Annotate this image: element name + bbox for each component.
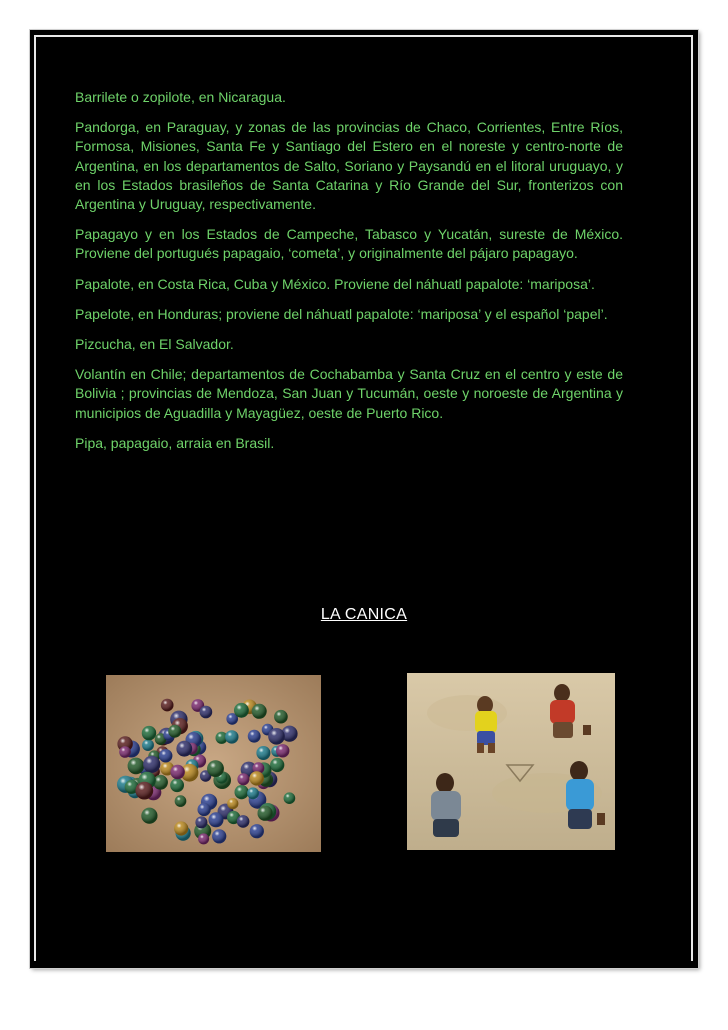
paragraph-papalote: Papalote, en Costa Rica, Cuba y México. Proviene del náhuatl papalote: ‘mariposa’. — [75, 275, 595, 292]
paragraph-pipa: Pipa, papagaio, arraia en Brasil. — [75, 434, 275, 451]
page-border-right — [691, 35, 693, 961]
paragraph-volantin: Volantín en Chile; departamentos de Cochabamba y Santa Cruz en el centro y este de Bolivia ; provincias de Mendoza, San Juan y Tucumán, oeste y noroeste de Argentina y municipios de Aguadilla y Mayagüez, oeste de Puerto Rico. — [75, 366, 623, 421]
paragraph-barrilete: Barrilete o zopilote, en Nicaragua. — [75, 89, 286, 105]
marbles-photo — [106, 675, 321, 852]
paragraph-pandorga: Pandorga, en Paraguay, y zonas de las provincias de Chaco, Corrientes, Entre Ríos, Formosa, Misiones, Santa Fe y Santiago del Estero en el noreste y centro-norte de Argentina, en los departamentos de Salto, Soriano y Paysandú en el litoral uruguayo, y en los Estados brasileños de Santa Catarina y Río Grande del Sur, fronterizos con Argentina y Uruguay, respectivamente. — [75, 119, 623, 213]
paragraph-papelote: Papelote, en Honduras; proviene del náhuatl papalote: ‘mariposa’ y el español ‘papel’. — [75, 305, 608, 322]
page-border-left — [34, 35, 36, 961]
marbles-illustration — [106, 675, 321, 852]
paragraph-pizcucha: Pizcucha, en El Salvador. — [75, 336, 234, 353]
children-playing-marbles-photo — [407, 673, 615, 850]
section-heading: LA CANICA — [320, 606, 408, 623]
document-body — [75, 88, 623, 464]
page-border-top — [36, 35, 692, 37]
children-illustration — [407, 673, 615, 850]
paragraph-papagayo: Papagayo y en los Estados de Campeche, Tabasco y Yucatán, sureste de México. Proviene del portugués papagaio, ‘cometa’, y originalmente del pájaro papagayo. — [75, 226, 623, 262]
